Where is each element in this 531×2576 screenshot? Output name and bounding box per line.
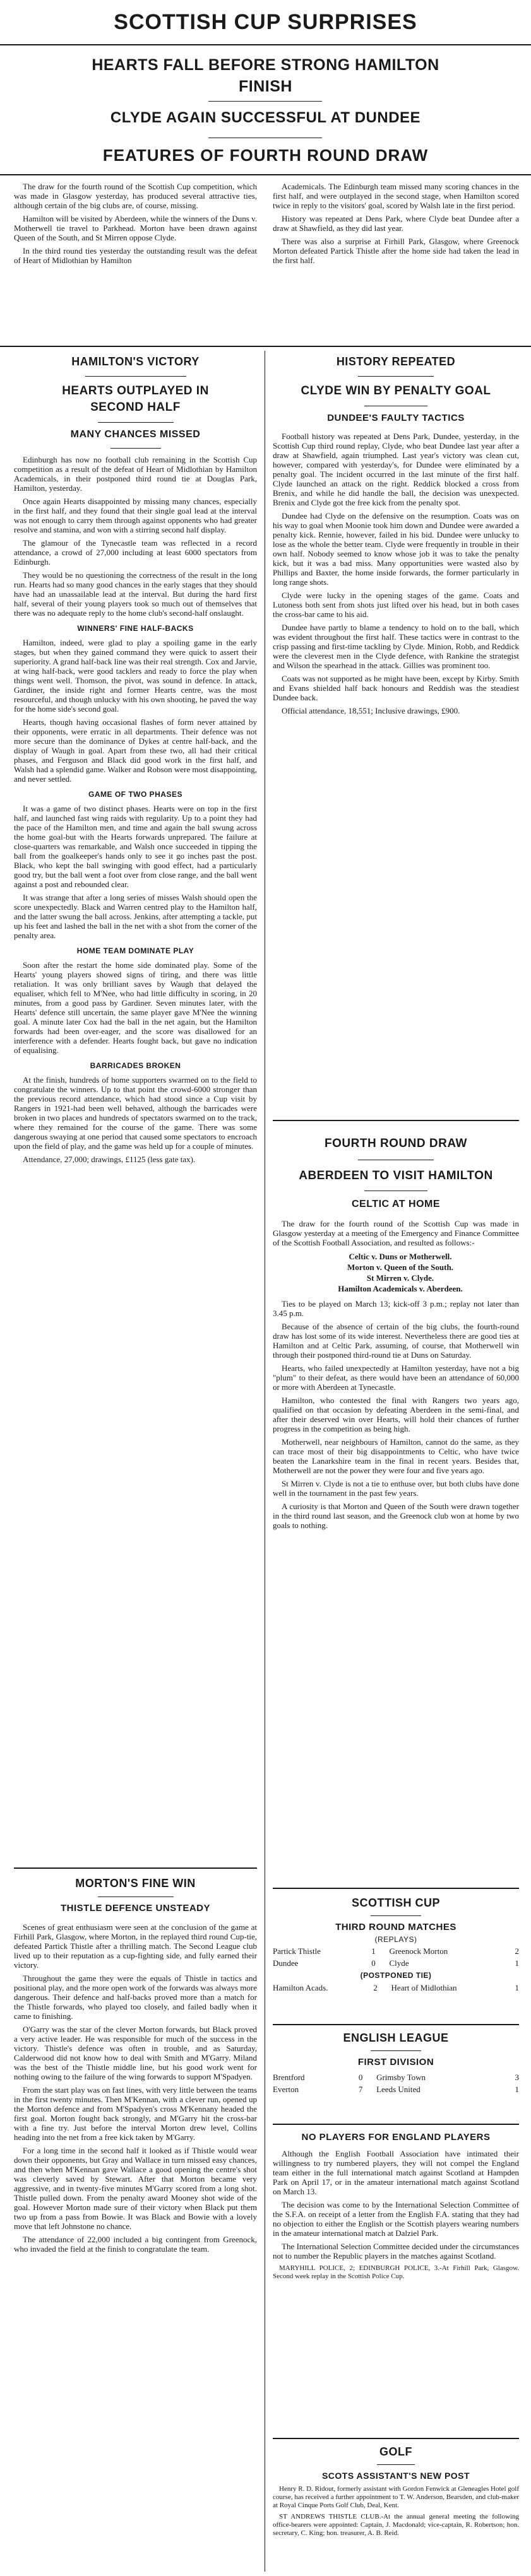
- article-paragraph: Coats was not supported as he might have been, except by Kirby. Smith and Evans shielded half back honours and Reddish was the steadiest Dundee back.: [273, 674, 519, 702]
- section-title: HISTORY REPEATED: [336, 355, 456, 368]
- home-team: Dundee: [273, 1958, 299, 1968]
- article-heading: NO PLAYERS FOR ENGLAND PLAYERS: [301, 2132, 491, 2143]
- fixture: Morton v. Queen of the South.: [347, 1262, 453, 1272]
- section-title: FOURTH ROUND DRAW: [325, 1137, 467, 1150]
- article-paragraph: From the start play was on fast lines, with very little between the teams in the first twenty minutes. Then M'Kennan, with a clever run, opened up the Morton defence and from M'Spadyen's cross M'Kennany headed the first goal. Morton fought back strongly, and M'Garry hit the cross-bar with a fine try. Just before the interval Morton drew level, Collins heading into the net from a free kick taken by M'Garry.: [14, 2085, 257, 2142]
- draw-article: [273, 1136, 519, 1534]
- article-heading: HEARTS OUTPLAYED IN SECOND HALF: [62, 384, 209, 414]
- article-paragraph: Official attendance, 18,551; Inclusive drawings, £900.: [282, 706, 460, 715]
- section-title: MORTON'S FINE WIN: [75, 1877, 196, 1890]
- article-subheading: MANY CHANCES MISSED: [70, 429, 201, 440]
- article-paragraph: The decision was come to by the International Selection Committee of the S.F.A. on receipt of a letter from the English F.A. stating that they had no objection to either the English or the Scottish players wearing numbers in the amateur international match at Dalziel Park.: [273, 2200, 519, 2238]
- divider: [371, 2050, 421, 2051]
- article-subheading: CELTIC AT HOME: [351, 1199, 441, 1209]
- caption: MARYHILL POLICE, 2; EDINBURGH POLICE, 3.-At Firhill Park, Glasgow. Second week replay in the Scottish Police Cup.: [273, 2264, 519, 2280]
- sub-headline-clyde: CLYDE AGAIN SUCCESSFUL AT DUNDEE: [110, 109, 421, 126]
- article-paragraph: Dundee have partly to blame a tendency to hold on to the ball, which was evident throughout the first half. These tactics were in contrast to the crisp passing and first-time tackling by Clyde. Minion, Robb, and Reddick were the cleverest men in the Clyde defence, with Rankine the strategist and Wilson the spearhead in the attack. Gillies was prominent too.: [273, 623, 519, 670]
- divider: [85, 376, 186, 377]
- article-paragraph: Throughout the game they were the equals of Thistle in tactics and positional play, and the more open work of the forwards was always more dangerous. Their defence and half-backs proved more than a match for the Thistle forwards, who played too closely, and failed badly when it came to finishing.: [14, 1973, 257, 2021]
- divider: [110, 448, 161, 449]
- table-row: [273, 1945, 519, 1957]
- article-heading: SCOTS ASSISTANT'S NEW POST: [321, 2471, 470, 2481]
- article-heading: CLYDE WIN BY PENALTY GOAL: [301, 384, 491, 397]
- intro-paragraph: Academicals. The Edinburgh team missed many scoring chances in the first half, and were outplayed in the second stage, when Hamilton scored twice in reply to the visitors' goal, scored by Walsh late in the first period.: [273, 182, 519, 210]
- intro-paragraph: History was repeated at Dens Park, where Clyde beat Dundee after a draw at Shawfield, as they did last year.: [273, 214, 519, 233]
- away-score: 1: [515, 1958, 519, 1968]
- results-table: [273, 2071, 519, 2095]
- english-league-results: [273, 2030, 519, 2095]
- article-paragraph: Although the English Football Association have intimated their willingness to try numbered players, they will not compel the England team either in the full international match against Scotland at Hampden Park on April 17, or in the amateur international match against Scotland on March 13.: [273, 2149, 519, 2196]
- article-heading: ABERDEEN TO VISIT HAMILTON: [299, 1169, 493, 1182]
- article-paragraph: Dundee had Clyde on the defensive on the resumption. Coats was on his way to goal when Moonie took him down and Dundee were awarded a penalty kick. Rennie, however, failed in his bid. Dundee were unlucky to lose as the whole the better team. Clyde were frequently in trouble in their own half. Nobody seemed to know whose job it was to take the penalty kick, but it was a bad miss. Many opportunities were wasted also by Phillips and Baxter, the home inside forwards, the former particularly in long range shots.: [273, 511, 519, 587]
- article-paragraph: It was a game of two distinct phases. Hearts were on top in the first half, and launched fast wing raids with regularity. Up to a point they had the pace of the Hamilton men, and time and again the ball swung across the home goal-but with the Hearts forwards unprepared. The failure at close-quarters was remarkable, and Walsh once succeeded in tipping the ball from the goalkeeper's hands only to see it go inches past the post. Black, who kept the ball swinging with good effect, had a particularly good try, but the ball went a foot over from close range, and the ball went against a post and rebounded clear.: [14, 804, 257, 889]
- intro-paragraph: The draw for the fourth round of the Scottish Cup competition, which was made in Glasgow yesterday, has produced several attractive ties, although certain of the big clubs are, of course, missing.: [14, 182, 257, 210]
- home-score: 2: [373, 1983, 378, 1992]
- divider: [273, 2024, 519, 2025]
- divider: [273, 1888, 519, 1889]
- away-team: Grimsby Town: [376, 2073, 426, 2082]
- golf-article: [273, 2444, 519, 2541]
- crosshead: HOME TEAM DOMINATE PLAY: [76, 946, 194, 955]
- article-subheading: DUNDEE'S FAULTY TACTICS: [327, 413, 465, 423]
- article-paragraph: Hearts, who failed unexpectedly at Hamilton yesterday, have not a big "plum" to their defeat, as there would have been an attendance of 60,000 or more with Aberdeen at Tynecastle.: [273, 1363, 519, 1392]
- divider: [273, 2124, 519, 2125]
- crosshead: WINNERS' FINE HALF-BACKS: [77, 624, 194, 633]
- away-score: 2: [515, 1946, 519, 1956]
- away-team: Clyde: [389, 1958, 409, 1968]
- article-paragraph: Attendance, 27,000; drawings, £1125 (less gate tax).: [23, 1155, 196, 1164]
- results-table: [273, 1945, 519, 1969]
- article-paragraph: Clyde were lucky in the opening stages of the game. Coats and Lutoness both sent from shots just lifted over his head, but in both cases the cross-bar came to his aid.: [273, 591, 519, 619]
- sub-headline-draw: FEATURES OF FOURTH ROUND DRAW: [102, 146, 429, 165]
- article-paragraph: Motherwell, near neighbours of Hamilton, cannot do the same, as they can trace most of their big disappointments to Celtic, who have twice beaten the Lanarkshire team in the final in recent years. Besides that, Motherwell are not the power they were four and five years ago.: [273, 1437, 519, 1475]
- away-team: Greenock Morton: [389, 1946, 448, 1956]
- intro-paragraph: There was also a surprise at Firhill Park, Glasgow, where Greenock Morton defeated Partick Thistle after the home side had taken the lead in the first half.: [273, 237, 519, 265]
- fixture: Hamilton Academicals v. Aberdeen.: [338, 1284, 463, 1293]
- article-paragraph: O'Garry was the star of the clever Morton forwards, but Black proved a very active leader. He was responsible for much of the success in the victory. Thistle's defence was often in trouble, and as Saturday, Calderwood did not know how to deal with Smith and M'Garry. Miland was the best of the Thistle middle line, but his good work went for nothing owing to the failure of the wing forwards to support M'Spadyen.: [14, 2025, 257, 2081]
- table-row: [273, 1957, 519, 1969]
- home-team: Brentford: [273, 2073, 305, 2082]
- intro-paragraph: In the third round ties yesterday the outstanding result was the defeat of Heart of Midlothian by Hamilton: [14, 246, 257, 265]
- article-paragraph: The attendance of 22,000 included a big contingent from Greenock, who invaded the field at the finish to congratulate the team.: [14, 2235, 257, 2254]
- table-row: [273, 1982, 519, 1994]
- divider: [371, 1915, 421, 1916]
- divider: [98, 422, 174, 423]
- away-score: 1: [515, 1983, 519, 1992]
- home-score: 7: [358, 2085, 363, 2094]
- sub-headline-hearts: HEARTS FALL BEFORE STRONG HAMILTON FINISH: [92, 56, 439, 95]
- away-team: Heart of Midlothian: [391, 1983, 457, 1992]
- article-paragraph: ST ANDREWS THISTLE CLUB.-At the annual general meeting the following office-bearers were appointed: Captain, J. Macdonald; vice-captain, R. Robertson; hon. secretary, C. King; hon. treasurer, A. B. Reid.: [273, 2513, 519, 2537]
- divider: [208, 101, 322, 102]
- article-paragraph: A curiosity is that Morton and Queen of the South were drawn together in the third round last season, and the Greenock club won at home by two goals to nothing.: [273, 1502, 519, 1530]
- history-article: [273, 353, 519, 719]
- intro-left: [14, 182, 257, 269]
- article-paragraph: Hamilton, indeed, were glad to play a spoiling game in the early stages, but when they gained command they were quick to assert their superiority. A grand half-back line was their real strength. Cox and Jarvie, at wing half-back, were good tacklers and ready to force the play when things went well. Thomson, the pivot, was sound in defence. In attack, Gardiner, the inside right and former Hearts centre, was the most resourceful, and though unlucky with his own shooting, he paved the way for the home side's second goal.: [14, 638, 257, 714]
- article-paragraph: It was strange that after a long series of misses Walsh should open the score unexpectedly. Black and Warren centred play to the Hamilton half, and the latter swung the ball across. Jenkins, after attempting a tackle, put up his feet and lashed the ball in the net with a shot from the corner of the penalty area.: [14, 893, 257, 940]
- article-paragraph: They would be no questioning the correctness of the result in the long run. Hearts had so many good chances in the early stages that they should have had an unassailable lead at the interval. But during the hard first half, several of their young players took so much out of themselves that there was no adequate reply to the home club's second-half onslaught.: [14, 570, 257, 618]
- divider: [0, 174, 531, 175]
- section-title: ENGLISH LEAGUE: [343, 2032, 449, 2044]
- article-paragraph: The draw for the fourth round of the Scottish Cup was made in Glasgow yesterday at a meeting of the Emergency and Finance Committee of the Scottish Football Association, and resulted as follows:-: [273, 1219, 519, 1247]
- home-score: 0: [371, 1958, 376, 1968]
- home-team: Partick Thistle: [273, 1946, 321, 1956]
- divider: [14, 1867, 257, 1869]
- results-heading: THIRD ROUND MATCHES: [335, 1922, 456, 1932]
- divider: [377, 2464, 415, 2465]
- hamilton-article: [14, 353, 257, 1168]
- divider: [273, 1120, 519, 1121]
- main-headline: SCOTTISH CUP SURPRISES: [0, 0, 531, 45]
- scottish-cup-results: [273, 1895, 519, 1994]
- intro-paragraph: Hamilton will be visited by Aberdeen, while the winners of the Duns v. Motherwell tie travel to Parkhead. Morton have been drawn against Queen of the South, and St Mirren oppose Clyde.: [14, 214, 257, 242]
- home-team: Hamilton Acads.: [273, 1983, 328, 1992]
- results-heading: FIRST DIVISION: [357, 2057, 434, 2067]
- article-paragraph: Hamilton, who contested the final with Rangers two years ago, qualified on that occasion by defeating Aberdeen in the semi-final, and after their deserved win over Hearts, will hold their chances of further progress in the competition as being high.: [273, 1396, 519, 1433]
- divider: [0, 346, 531, 347]
- home-score: 1: [371, 1946, 376, 1956]
- article-paragraph: Once again Hearts disappointed by missing many chances, especially in the first half, and they found that their single goal lead at the interval was not enough to carry them through against opponents who had greater resolve and stamina, and won with a stirring second half display.: [14, 497, 257, 534]
- article-paragraph: Scenes of great enthusiasm were seen at the conclusion of the game at Firhill Park, Glasgow, where Morton, in the replayed third round Cup-tie, defeated Partick Thistle after a thrilling match. The Second League club lived up to their reputation as a cup-fighting side, and fully earned their victory.: [14, 1922, 257, 1970]
- section-title: HAMILTON'S VICTORY: [71, 355, 200, 368]
- section-title: SCOTTISH CUP: [351, 1897, 440, 1909]
- article-paragraph: Henry R. D. Ridout, formerly assistant with Gordon Fenwick at Gleneagles Hotel golf course, has received a further appointment to T. W. Anderson, Bearsden, and club-maker at Royal Cinque Ports Golf Club, Deal, Kent.: [273, 2485, 519, 2509]
- table-row: [273, 2071, 519, 2083]
- section-title: GOLF: [379, 2445, 412, 2458]
- results-subheading: (POSTPONED TIE): [360, 1971, 432, 1980]
- away-team: Leeds United: [376, 2085, 421, 2094]
- results-subheading: (REPLAYS): [374, 1935, 417, 1944]
- fixture: St Mirren v. Clyde.: [366, 1273, 434, 1283]
- article-paragraph: Soon after the restart the home side dominated play. Some of the Hearts' young players showed signs of tiring, and there was little retaliation. It was only brilliant saves by Waugh that delayed the equaliser, which fell to M'Nee, who had little difficulty in scoring, in 20 minutes, from a good pass by Gardiner. Seven minutes later, with the Hearts' defence still uncertain, the same player gave M'Nee the winning goal. A minute later Cox had the ball in the net again, but the Hamilton forwards had been over-eager, and the score was disallowed for an interference with a defender. Hearts fought back, but gave no indication of equalising.: [14, 960, 257, 1055]
- crosshead: BARRICADES BROKEN: [90, 1061, 181, 1070]
- article-paragraph: For a long time in the second half it looked as if Thistle would wear down their opponents, but Gray and Wallace in turn missed easy chances, and then when M'Kennan gave Wallace a good opening the centre's shot was cleverly saved by Stewart. After that Morton became very aggressive, and in twenty-five minutes M'Garry scored from a long shot. Thistle pulled down. From the penalty award Mooney shot wide of the goal. However Morton made sure of their victory when Black put them two up from a pass from Bowie. It was Black and Bowie with a lovely move that left Johnstone no chance.: [14, 2146, 257, 2231]
- divider: [273, 2438, 519, 2439]
- crosshead: GAME OF TWO PHASES: [88, 790, 182, 799]
- article-paragraph: Because of the absence of certain of the big clubs, the fourth-round draw has lost some of its wide interest. Nevertheless there are good ties at Hamilton and at Celtic Park, assuming, of course, that Motherwell win through their postponed third-round tie at Duns on Saturday.: [273, 1322, 519, 1360]
- divider: [358, 376, 434, 377]
- article-paragraph: Football history was repeated at Dens Park, Dundee, yesterday, in the Scottish Cup third round replay, Clyde, who beat Dundee last year after a draw at Shawfield, again triumphed. Last year's victory was clean cut, however, compared with yesterday's, for Dundee were eliminated by a penalty goal. The incident occurred in the last minute of the first half. Clyde launched an attack on the right. Reddick blocked a cross from Brenix, and while he did handle the ball, the decision was unexpected. Brenix and Clyde got the free kick from the penalty spot.: [273, 432, 519, 507]
- results-table: [273, 1982, 519, 1994]
- article-paragraph: St Mirren v. Clyde is not a tie to enthuse over, but both clubs have done well in the tournament in the past few years.: [273, 1479, 519, 1498]
- article-paragraph: Ties to be played on March 13; kick-off 3 p.m.; replay not later than 3.45 p.m.: [273, 1299, 519, 1318]
- home-score: 0: [358, 2073, 363, 2082]
- article-paragraph: The glamour of the Tynecastle team was reflected in a record attendance, a crowd of 27,000 including at least 6000 spectators from Edinburgh.: [14, 538, 257, 567]
- article-paragraph: At the finish, hundreds of home supporters swarmed on to the field to congratulate the winners. Up to that point the crowd-6000 stronger than the previous record attendance, which had stood since a Cup visit by Rangers in 1921-had been well behaved, although the barricades were broken in two places and hundreds of spectators swarmed on to the track, where they remained for the course of the game. There was some dangerous swaying at one period that caused some spectators to encroach upon the field of play, and the game was held up for a couple of minutes.: [14, 1075, 257, 1151]
- home-team: Everton: [273, 2085, 299, 2094]
- article-paragraph: The International Selection Committee decided under the circumstances not to number the Republic players in the matches against Scotland.: [273, 2242, 519, 2261]
- article-paragraph: Hearts, though having occasional flashes of form never attained by their opponents, were erratic in all departments. Their defence was not more secure than the dominance of Dykes at centre half-back, and the display of Waugh in goal. Apart from these two, all had their critical phases, and Ferguson and Black did good work in the first half, and Walsh had a splendid game. Walker and Robson were most disappointing, and never settled.: [14, 717, 257, 784]
- fixture: Celtic v. Duns or Motherwell.: [349, 1252, 452, 1261]
- numbering-article: [273, 2131, 519, 2284]
- article-heading: THISTLE DEFENCE UNSTEADY: [60, 1903, 210, 1914]
- away-score: 3: [515, 2073, 519, 2082]
- intro-right: [273, 182, 519, 269]
- morton-article: [14, 1875, 257, 2257]
- away-score: 1: [515, 2085, 519, 2094]
- table-row: [273, 2083, 519, 2095]
- article-paragraph: Edinburgh has now no football club remaining in the Scottish Cup competition as a result of the defeat of Heart of Midlothian by Hamilton Academicals, in their postponed third round tie at Douglas Park, Hamilton, yesterday.: [14, 455, 257, 493]
